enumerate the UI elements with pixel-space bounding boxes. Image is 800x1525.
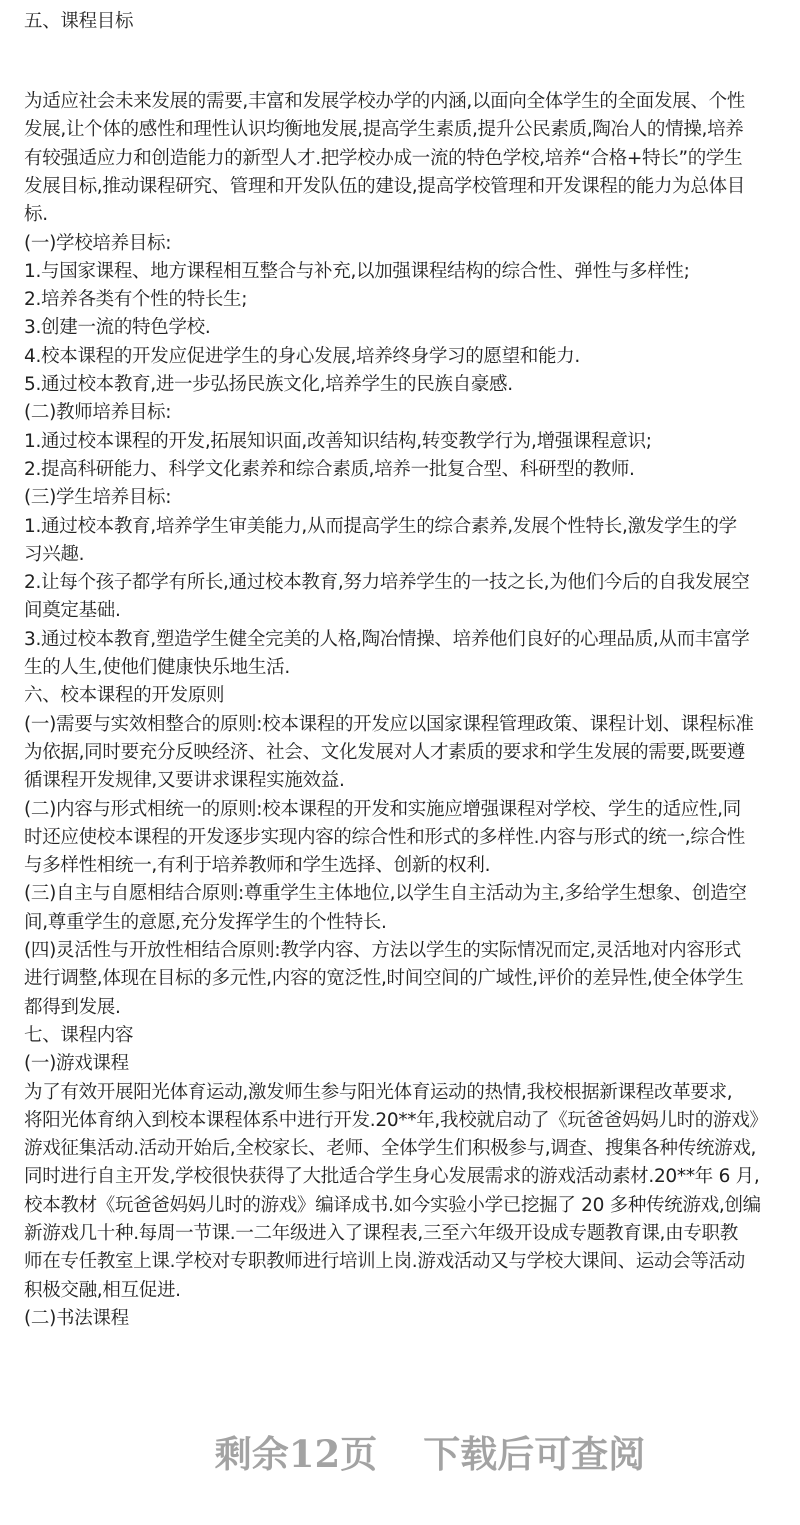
- text-line: (三)自主与自愿相结合原则:尊重学生主体地位,以学生自主活动为主,多给学生想象、创造空: [24, 883, 747, 905]
- text-line: 4.校本课程的开发应促进学生的身心发展,培养终身学习的愿望和能力.: [24, 345, 581, 367]
- text-line: 习兴趣.: [24, 543, 85, 565]
- section-heading: 五、课程目标: [24, 11, 134, 32]
- text-line: 1.与国家课程、地方课程相互整合与补充,以加强课程结构的综合性、弹性与多样性;: [24, 260, 690, 282]
- text-line: 生的人生,使他们健康快乐地生活.: [24, 657, 290, 678]
- text-line: 2.培养各类有个性的特长生;: [24, 289, 248, 311]
- text-line: (二)内容与形式相统一的原则:校本课程的开发和实施应增强课程对学校、学生的适应性,同: [24, 798, 741, 820]
- text-line: 间,尊重学生的意愿,充分发挥学生的个性特长.: [24, 911, 387, 933]
- text-line: 时还应使校本课程的开发逐步实现内容的综合性和形式的多样性.内容与形式的统一,综合性: [24, 826, 745, 848]
- text-line: 2.提高科研能力、科学文化素养和综合素质,培养一批复合型、科研型的教师.: [24, 458, 635, 480]
- text-line: 有较强适应力和创造能力的新型人才.把学校办成一流的特色学校,培养“合格+特长”的学生: [24, 147, 743, 169]
- download-to-read-label[interactable]: 下载后可查阅: [423, 1432, 646, 1476]
- text-line: 标.: [24, 204, 48, 226]
- text-line: 都得到发展.: [24, 996, 121, 1018]
- text-line: (三)学生培养目标:: [24, 487, 172, 509]
- text-line: 与多样性相统一,有利于培养教师和学生选择、创新的权利.: [24, 855, 491, 877]
- text-line: 2.让每个孩子都学有所长,通过校本教育,努力培养学生的一技之长,为他们今后的自我发展空: [24, 572, 750, 594]
- text-line: 游戏征集活动.活动开始后,全校家长、老师、全体学生们积极参与,调查、搜集各种传统游戏,: [24, 1138, 757, 1160]
- text-line: (四)灵活性与开放性相结合原则:教学内容、方法以学生的实际情况而定,灵活地对内容形式: [24, 940, 741, 961]
- text-line: 为了有效开展阳光体育运动,激发师生参与阳光体育运动的热情,我校根据新课程改革要求,: [24, 1081, 733, 1103]
- text-line: 新游戏几十种.每周一节课.一二年级进入了课程表,三至六年级开设成专题教育课,由专职教: [24, 1223, 738, 1244]
- text-line: (二)教师培养目标:: [24, 402, 172, 424]
- text-line: (一)学校培养目标:: [24, 232, 172, 254]
- text-line: (二)书法课程: [24, 1307, 129, 1329]
- text-line: 同时进行自主开发,学校很快获得了大批适合学生身心发展需求的游戏活动素材.20**年 6 月,: [24, 1166, 760, 1188]
- text-line: 师在专任教室上课.学校对专职教师进行培训上岗.游戏活动又与学校大课间、运动会等活动: [24, 1251, 745, 1273]
- text-line: 3.通过校本教育,塑造学生健全完美的人格,陶冶情操、培养他们良好的心理品质,从而丰富学: [24, 628, 750, 650]
- text-line: 为依据,同时要充分反映经济、社会、文化发展对人才素质的要求和学生发展的需要,既要遵: [24, 741, 745, 763]
- remaining-pages-label: 剩余12页: [214, 1432, 378, 1476]
- text-line: 七、课程内容: [24, 1024, 134, 1046]
- text-line: 将阳光体育纳入到校本课程体系中进行开发.20**年,我校就启动了《玩爸爸妈妈儿时的游戏》: [24, 1109, 768, 1131]
- text-line: 发展,让个体的感性和理性认识均衡地发展,提高学生素质,提升公民素质,陶冶人的情操,培养: [24, 119, 744, 141]
- text-line: 为适应社会未来发展的需要,丰富和发展学校办学的内涵,以面向全体学生的全面发展、个性: [24, 91, 745, 112]
- text-line: 积极交融,相互促进.: [24, 1279, 181, 1301]
- text-line: 1.通过校本课程的开发,拓展知识面,改善知识结构,转变教学行为,增强课程意识;: [24, 430, 652, 452]
- text-line: 5.通过校本教育,进一步弘扬民族文化,培养学生的民族自豪感.: [24, 374, 513, 395]
- text-line: 1.通过校本教育,培养学生审美能力,从而提高学生的综合素养,发展个性特长,激发学生的学: [24, 515, 737, 537]
- text-line: 校本教材《玩爸爸妈妈儿时的游戏》编译成书.如今实验小学已挖掘了 20 多种传统游戏,创编: [24, 1194, 761, 1216]
- text-line: 进行调整,体现在目标的多元性,内容的宽泛性,时间空间的广域性,评价的差异性,使全体学生: [24, 968, 744, 990]
- text-line: 六、校本课程的开发原则: [24, 685, 225, 707]
- text-line: 间奠定基础.: [24, 600, 121, 622]
- text-line: 循课程开发规律,又要讲求课程实施效益.: [24, 770, 345, 792]
- text-line: 发展目标,推动课程研究、管理和开发队伍的建设,提高学校管理和开发课程的能力为总体目: [24, 175, 745, 197]
- text-line: 3.创建一流的特色学校.: [24, 317, 211, 339]
- text-line: (一)需要与实效相整合的原则:校本课程的开发应以国家课程管理政策、课程计划、课程标准: [24, 713, 754, 735]
- download-prompt[interactable]: [0, 1424, 800, 1478]
- text-line: (一)游戏课程: [24, 1053, 129, 1075]
